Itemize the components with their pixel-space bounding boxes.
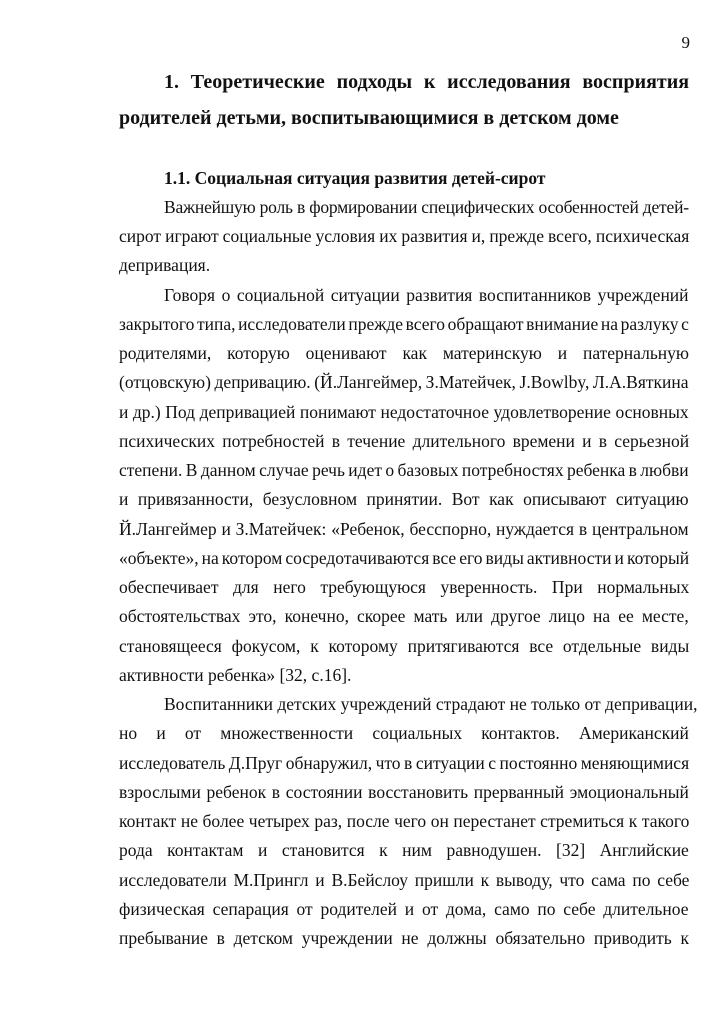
body-line: психических потребностей в течение длительного времени и в серьезной xyxy=(119,431,690,451)
body-line: контакт не более четырех раз, после чего он перестанет стремиться к такого xyxy=(119,811,690,831)
body-line: сирот играют социальные условия их развития и, прежде всего, психическая xyxy=(119,226,690,246)
body-line: (отцовскую) депривацию. (Й.Лангеймер, З.Матейчек, J.Bowlby, Л.А.Вяткина xyxy=(119,372,689,392)
body-line: «объекте», на котором сосредотачиваются все его виды активности и который xyxy=(119,548,690,568)
chapter-heading-line-1: 1. Теоретические подходы к исследования восприятия xyxy=(164,71,690,93)
page-number: 9 xyxy=(681,33,690,52)
body-line: степени. В данном случае речь идет о базовых потребностях ребенка в любви xyxy=(119,460,689,480)
body-line: и др.) Под депривацией понимают недостаточное удовлетворение основных xyxy=(119,402,689,422)
section-heading: 1.1. Социальная ситуация развития детей-сирот xyxy=(164,168,546,188)
body-line: физическая сепарация от родителей и от дома, само по себе длительное xyxy=(119,899,689,919)
body-line: Й.Лангеймер и З.Матейчек: «Ребенок, бесспорно, нуждается в центральном xyxy=(119,519,689,539)
body-line: родителями, которую оценивают как материнскую и патернальную xyxy=(119,343,689,363)
body-line: исследователь Д.Пруг обнаружил, что в ситуации с постоянно меняющимися xyxy=(119,753,690,773)
body-line: Воспитанники детских учреждений страдают не только от депривации, xyxy=(164,694,698,714)
body-line: Говоря о социальной ситуации развития воспитанников учреждений xyxy=(164,285,689,305)
body-line: и привязанности, безусловном принятии. Вот как описывают ситуацию xyxy=(119,489,689,509)
body-line: закрытого типа, исследователи прежде всего обращают внимание на разлуку с xyxy=(119,314,689,334)
body-line: пребывание в детском учреждении не должны обязательно приводить к xyxy=(119,928,689,948)
body-line: взрослыми ребенок в состоянии восстановить прерванный эмоциональный xyxy=(119,782,689,802)
body-line: но и от множественности социальных контактов. Американский xyxy=(119,723,689,743)
chapter-heading-line-2: родителей детьми, воспитывающимися в детском доме xyxy=(119,107,619,129)
body-line: обеспечивает для него требующуюся уверенность. При нормальных xyxy=(119,577,690,597)
body-line: активности ребенка» [32, с.16]. xyxy=(119,665,352,685)
body-line: рода контактам и становится к ним равнодушен. [32] Английские xyxy=(119,840,689,860)
body-line: становящееся фокусом, к которому притягиваются все отдельные виды xyxy=(119,636,690,656)
body-line: обстоятельствах это, конечно, скорее мать или другое лицо на ее месте, xyxy=(119,606,689,626)
body-line: депривация. xyxy=(119,255,211,275)
body-line: Важнейшую роль в формировании специфических особенностей детей- xyxy=(164,197,689,217)
body-line: исследователи М.Прингл и В.Бейслоу пришли к выводу, что сама по себе xyxy=(119,870,690,890)
